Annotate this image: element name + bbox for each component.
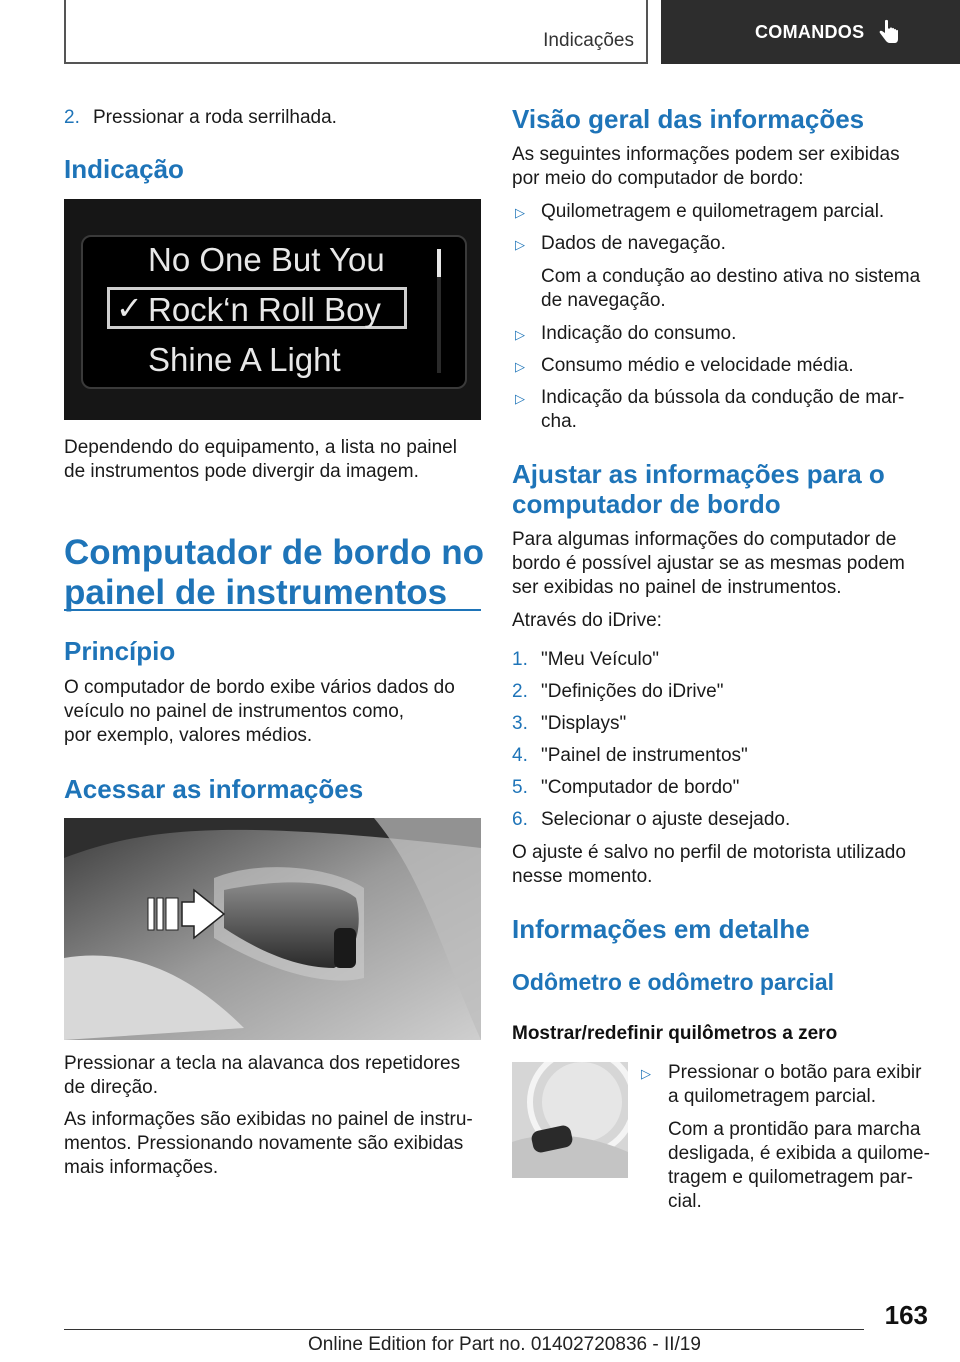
- paragraph-line: por exemplo, valores médios.: [64, 725, 313, 746]
- heading-line: Ajustar as informações para o: [512, 459, 885, 489]
- bullet-subtext: de navegação.: [541, 290, 666, 311]
- checkmark-icon: ✓: [116, 290, 143, 326]
- paragraph-line: Pressionar a tecla na alavanca dos repetidores: [64, 1053, 461, 1074]
- display-line-2: Rock‘n Roll Boy: [148, 291, 381, 328]
- via-idrive: Através do iDrive:: [512, 610, 662, 631]
- display-line-1: No One But You: [148, 241, 385, 278]
- note-line: de instrumentos pode divergir da imagem.: [64, 461, 419, 482]
- step-number: 5.: [512, 777, 528, 798]
- saved-paragraph: [512, 841, 906, 889]
- equipment-note: [64, 436, 457, 484]
- bullet-subtext: cial.: [668, 1191, 702, 1212]
- bullet-item: Consumo médio e velocidade média.: [541, 355, 854, 376]
- paragraph-line: As informações são exibidas no painel de instru‐: [64, 1109, 473, 1130]
- instrument-display-image: [64, 199, 481, 420]
- paragraph-line: bordo é possível ajustar se as mesmas podem: [512, 553, 905, 574]
- step-text: "Meu Veículo": [541, 649, 660, 670]
- bullet-item: Indicação do consumo.: [541, 323, 737, 344]
- step-number: 2.: [64, 107, 80, 128]
- step-text: Selecionar o ajuste desejado.: [541, 809, 791, 830]
- odometer-button-image: [512, 1062, 628, 1178]
- bullet-triangle-icon: ▷: [515, 359, 525, 374]
- heading-principio: Princípio: [64, 636, 176, 666]
- bullet-subtext: desligada, é exibida a quilome‐: [668, 1143, 930, 1164]
- paragraph-line: mais informações.: [64, 1157, 219, 1178]
- bullet-subtext: Com a prontidão para marcha: [668, 1119, 921, 1140]
- bullet-triangle-icon: ▷: [641, 1066, 651, 1081]
- edition-text: Online Edition for Part no. 01402720836 - II/19: [308, 1334, 701, 1355]
- paragraph-line: veículo no painel de instrumentos como,: [64, 701, 405, 722]
- info-paragraph: [64, 1108, 473, 1180]
- step-text: "Painel de instrumentos": [541, 745, 748, 766]
- step-item: [512, 744, 748, 768]
- step-item: [512, 712, 626, 736]
- section-title: Indicações: [543, 30, 634, 51]
- bullet-triangle-icon: ▷: [515, 391, 525, 406]
- bullet-subtext: Com a condução ao destino ativa no sistema: [541, 266, 921, 287]
- heading-visao: Visão geral das informações: [512, 104, 865, 134]
- display-line-3: Shine A Light: [148, 341, 341, 378]
- heading-detalhe: Informações em detalhe: [512, 914, 810, 944]
- step-text: "Displays": [541, 713, 627, 734]
- step-number: 1.: [512, 649, 528, 670]
- principio-paragraph: [64, 676, 455, 748]
- step-2: [64, 106, 337, 130]
- visao-intro: [512, 143, 900, 191]
- ajustar-paragraph: [512, 528, 905, 600]
- paragraph-line: O ajuste é salvo no perfil de motorista utilizado: [512, 842, 906, 863]
- bullet-subtext: tragem e quilometragem par‐: [668, 1167, 913, 1188]
- heading-rule: [64, 609, 481, 611]
- turn-signal-lever-image: [64, 818, 481, 1040]
- bullet-triangle-icon: ▷: [515, 205, 525, 220]
- heading-mostrar: Mostrar/redefinir quilômetros a zero: [512, 1023, 838, 1044]
- step-text: "Computador de bordo": [541, 777, 740, 798]
- bullet-item: cha.: [541, 411, 577, 432]
- heading-line: computador de bordo: [512, 489, 781, 519]
- step-text: "Definições do iDrive": [541, 681, 724, 702]
- bullet-item: a quilometragem parcial.: [668, 1086, 877, 1107]
- odometer-illustration: [512, 1062, 628, 1178]
- chapter-tab: [661, 0, 960, 64]
- paragraph-line: ser exibidas no painel de instrumentos.: [512, 577, 842, 598]
- bullet-triangle-icon: ▷: [515, 237, 525, 252]
- footer-rule: [64, 1329, 864, 1330]
- step-number: 6.: [512, 809, 528, 830]
- paragraph-line: de direção.: [64, 1077, 159, 1098]
- paragraph-line: mentos. Pressionando novamente são exibidas: [64, 1133, 464, 1154]
- bullet-triangle-icon: ▷: [515, 327, 525, 342]
- bullet-item: Indicação da bússola da condução de mar‐: [541, 387, 905, 408]
- step-number: 3.: [512, 713, 528, 734]
- paragraph-line: O computador de bordo exibe vários dados do: [64, 677, 455, 698]
- chapter-heading-line: Computador de bordo no: [64, 533, 484, 572]
- chapter-label: COMANDOS: [755, 21, 865, 42]
- note-line: Dependendo do equipamento, a lista no painel: [64, 437, 457, 458]
- heading-acessar: Acessar as informações: [64, 774, 364, 804]
- paragraph-line: Para algumas informações do computador de: [512, 529, 897, 550]
- step-number: 4.: [512, 745, 528, 766]
- paragraph-line: por meio do computador de bordo:: [512, 168, 804, 189]
- bullet-item: Quilometragem e quilometragem parcial.: [541, 201, 885, 222]
- chapter-heading-line: painel de instrumentos: [64, 573, 448, 612]
- step-item: [512, 808, 790, 832]
- paragraph-line: As seguintes informações podem ser exibidas: [512, 144, 900, 165]
- bullet-item: Pressionar o botão para exibir: [668, 1062, 922, 1083]
- step-item: [512, 648, 659, 672]
- hand-pointer-icon: [878, 19, 900, 45]
- press-lever-paragraph: [64, 1052, 460, 1100]
- step-text: Pressionar a roda serrilhada.: [93, 107, 337, 128]
- heading-indicacao: Indicação: [64, 154, 184, 184]
- step-item: [512, 776, 739, 800]
- heading-ajustar: [512, 459, 885, 519]
- lever-illustration: [64, 818, 481, 1040]
- chapter-heading: [64, 533, 484, 613]
- page-number: 163: [884, 1300, 928, 1330]
- paragraph-line: nesse momento.: [512, 866, 653, 887]
- step-number: 2.: [512, 681, 528, 702]
- heading-odometro: Odômetro e odômetro parcial: [512, 969, 835, 995]
- bullet-item: Dados de navegação.: [541, 233, 726, 254]
- scroll-thumb: [437, 249, 441, 277]
- step-item: [512, 680, 723, 704]
